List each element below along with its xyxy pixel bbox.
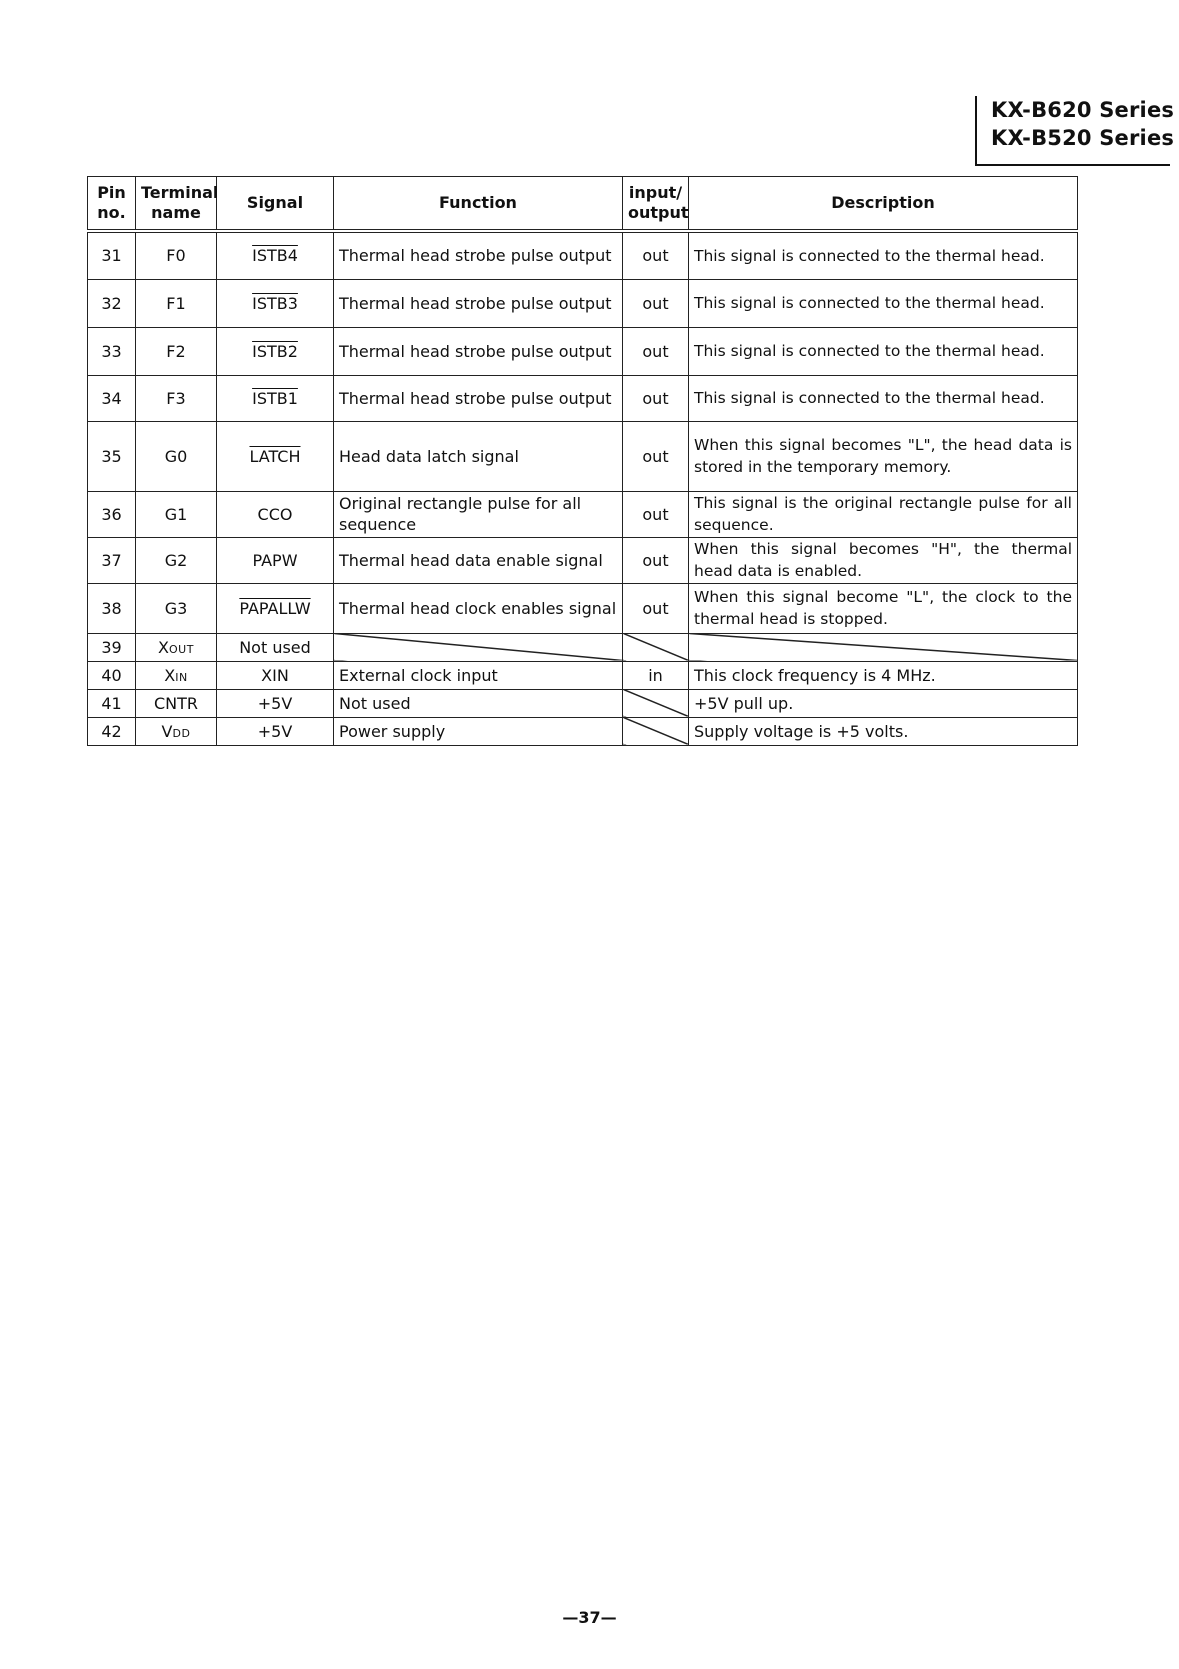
signal-name: CCO xyxy=(217,491,334,537)
function-cell: Thermal head strobe pulse output xyxy=(334,279,623,327)
col-header-signal: Signal xyxy=(217,177,334,232)
terminal-name: F0 xyxy=(136,231,217,279)
terminal-sub: IN xyxy=(175,670,188,684)
pin-number: 41 xyxy=(88,689,136,717)
io-cell-empty xyxy=(623,717,689,745)
pin-number: 39 xyxy=(88,633,136,661)
io-cell: out xyxy=(623,231,689,279)
pin-table xyxy=(87,176,1078,746)
signal-name: Not used xyxy=(217,633,334,661)
terminal-main: X xyxy=(164,665,176,685)
description-cell: This signal is the original rectangle pulse for all sequence. xyxy=(689,491,1078,537)
col-header-description: Description xyxy=(689,177,1078,232)
description-cell: This signal is connected to the thermal head. xyxy=(689,231,1078,279)
signal-text: ISTB3 xyxy=(252,293,298,313)
function-cell-empty xyxy=(334,633,623,661)
col-header-terminal: Terminal name xyxy=(136,177,217,232)
table-row xyxy=(88,375,1078,421)
table-row xyxy=(88,661,1078,689)
signal-text: LATCH xyxy=(249,446,301,466)
table-row xyxy=(88,537,1078,583)
description-cell: This clock frequency is 4 MHz. xyxy=(689,661,1078,689)
description-cell: When this signal becomes "H", the thermal head data is enabled. xyxy=(689,537,1078,583)
description-cell: Supply voltage is +5 volts. xyxy=(689,717,1078,745)
table-row xyxy=(88,421,1078,491)
description-cell: +5V pull up. xyxy=(689,689,1078,717)
function-cell: Power supply xyxy=(334,717,623,745)
function-cell: Thermal head clock enables signal xyxy=(334,583,623,633)
signal-text: ISTB1 xyxy=(252,388,298,408)
signal-name xyxy=(217,327,334,375)
series-line-2: KX-B520 Series xyxy=(991,126,1175,150)
pin-number: 33 xyxy=(88,327,136,375)
series-line-1: KX-B620 Series xyxy=(991,98,1175,122)
description-cell: When this signal becomes "L", the head data is stored in the temporary memory. xyxy=(689,421,1078,491)
series-header xyxy=(975,96,1175,166)
function-cell: Not used xyxy=(334,689,623,717)
function-cell: External clock input xyxy=(334,661,623,689)
table-row xyxy=(88,491,1078,537)
pin-number: 35 xyxy=(88,421,136,491)
terminal-name: F1 xyxy=(136,279,217,327)
table-row xyxy=(88,633,1078,661)
signal-name: +5V xyxy=(217,717,334,745)
description-cell: This signal is connected to the thermal head. xyxy=(689,375,1078,421)
terminal-name: CNTR xyxy=(136,689,217,717)
signal-name xyxy=(217,421,334,491)
terminal-name: F3 xyxy=(136,375,217,421)
terminal-sub: DD xyxy=(172,726,191,740)
table-row xyxy=(88,231,1078,279)
terminal-name xyxy=(136,633,217,661)
signal-name: +5V xyxy=(217,689,334,717)
function-cell: Head data latch signal xyxy=(334,421,623,491)
description-cell: This signal is connected to the thermal head. xyxy=(689,279,1078,327)
io-cell: out xyxy=(623,583,689,633)
table-row xyxy=(88,689,1078,717)
table-header-row xyxy=(88,177,1078,232)
terminal-name: F2 xyxy=(136,327,217,375)
io-cell: out xyxy=(623,491,689,537)
signal-name: PAPW xyxy=(217,537,334,583)
function-cell: Thermal head strobe pulse output xyxy=(334,231,623,279)
function-cell: Thermal head strobe pulse output xyxy=(334,375,623,421)
col-header-pin: Pin no. xyxy=(88,177,136,232)
io-cell: in xyxy=(623,661,689,689)
pin-number: 36 xyxy=(88,491,136,537)
page-number: —37— xyxy=(562,1608,617,1627)
function-cell: Original rectangle pulse for all sequence xyxy=(334,491,623,537)
signal-name: XIN xyxy=(217,661,334,689)
signal-text: ISTB4 xyxy=(252,246,298,266)
pin-number: 32 xyxy=(88,279,136,327)
signal-text: ISTB2 xyxy=(252,341,298,361)
terminal-sub: OUT xyxy=(169,642,194,656)
signal-name xyxy=(217,375,334,421)
signal-text: PAPALLW xyxy=(239,598,311,618)
terminal-name: G3 xyxy=(136,583,217,633)
io-cell: out xyxy=(623,421,689,491)
pin-number: 34 xyxy=(88,375,136,421)
pin-number: 38 xyxy=(88,583,136,633)
pin-number: 40 xyxy=(88,661,136,689)
pin-number: 37 xyxy=(88,537,136,583)
terminal-name: G2 xyxy=(136,537,217,583)
pin-number: 31 xyxy=(88,231,136,279)
pin-number: 42 xyxy=(88,717,136,745)
description-cell: When this signal become "L", the clock to the thermal head is stopped. xyxy=(689,583,1078,633)
description-cell: This signal is connected to the thermal head. xyxy=(689,327,1078,375)
terminal-name xyxy=(136,661,217,689)
terminal-main: V xyxy=(161,721,173,741)
col-header-io: input/ output xyxy=(623,177,689,232)
signal-name xyxy=(217,279,334,327)
description-cell-empty xyxy=(689,633,1078,661)
function-cell: Thermal head strobe pulse output xyxy=(334,327,623,375)
table-row xyxy=(88,279,1078,327)
table-row xyxy=(88,327,1078,375)
signal-name xyxy=(217,583,334,633)
terminal-name xyxy=(136,717,217,745)
table-row xyxy=(88,717,1078,745)
io-cell: out xyxy=(623,537,689,583)
io-cell: out xyxy=(623,327,689,375)
terminal-main: X xyxy=(158,637,170,657)
io-cell: out xyxy=(623,279,689,327)
table-row xyxy=(88,583,1078,633)
io-cell-empty xyxy=(623,689,689,717)
io-cell: out xyxy=(623,375,689,421)
col-header-function: Function xyxy=(334,177,623,232)
signal-name xyxy=(217,231,334,279)
terminal-name: G0 xyxy=(136,421,217,491)
function-cell: Thermal head data enable signal xyxy=(334,537,623,583)
io-cell-empty xyxy=(623,633,689,661)
terminal-name: G1 xyxy=(136,491,217,537)
